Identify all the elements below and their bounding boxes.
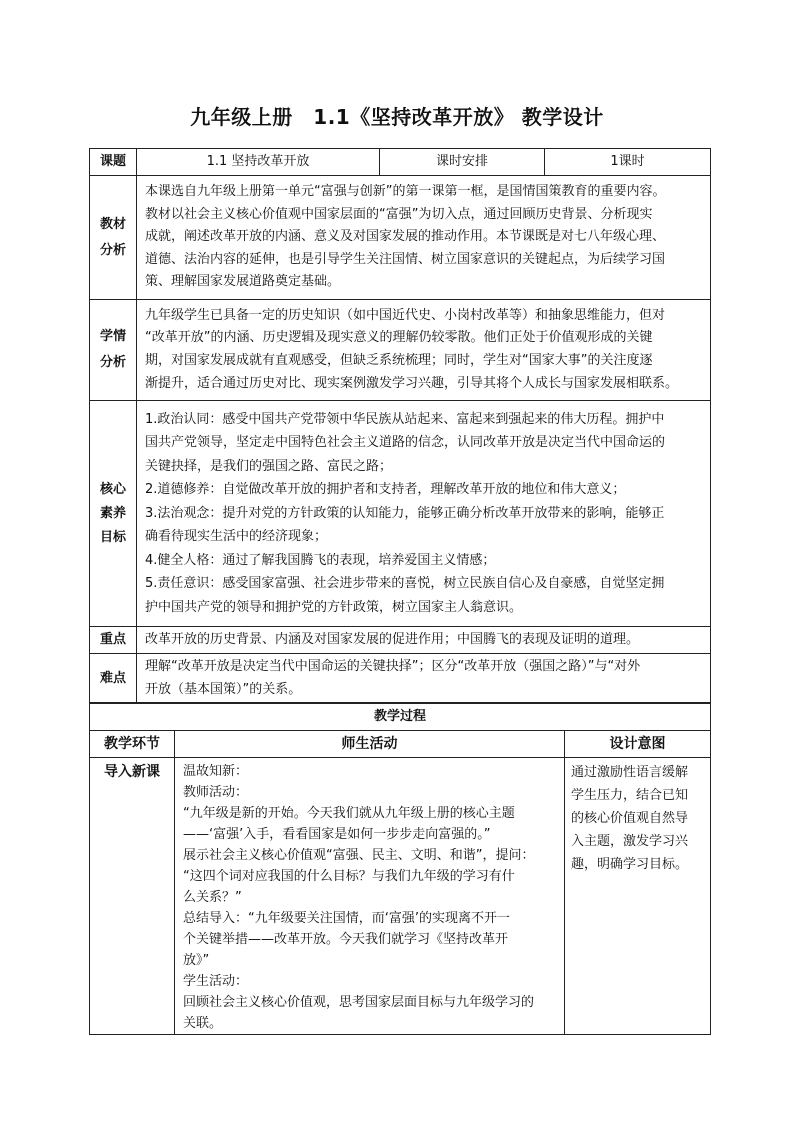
core-line: 5.责任意识：感受国家富强、社会进步带来的喜悦，树立民族自信心及自豪感，自觉坚定拥: [145, 576, 665, 592]
activity-line: 个关键举措——改革开放。今天我们就学习《坚持改革开: [183, 932, 509, 947]
difficulty-row: [90, 654, 711, 704]
schedule-value: 1课时: [545, 149, 711, 176]
difficulty-line: 开放（基本国策）”的关系。: [145, 681, 302, 697]
process-row: [90, 758, 711, 1035]
activity-line: “九年级是新的开始。今天我们就从九年级上册的核心主题: [183, 806, 515, 821]
material-line: 教材以社会主义核心价值观中国家层面的“富强”为切入点，通过回顾历史背景、分析现实: [145, 206, 653, 222]
core-row: [90, 401, 711, 627]
core-label-line: 核心: [99, 481, 126, 497]
key-point-row: [90, 627, 711, 654]
core-line: 护中国共产党的领导和拥护党的方针政策，树立国家主人翁意识。: [145, 599, 523, 615]
core-line: 确看待现实生活中的经济现象；: [145, 529, 328, 545]
activity-line: 学生活动：: [183, 974, 249, 989]
lesson-name: 1.1 坚持改革开放: [137, 149, 380, 176]
material-text: [137, 176, 711, 300]
students-label: [90, 300, 137, 401]
core-line: 3.法治观念：提升对党的方针政策的认知能力，能够正确分析改革开放带来的影响，能够正: [145, 505, 665, 521]
material-row: [90, 176, 711, 300]
students-label-line: 分析: [99, 355, 126, 370]
intent-column-header: 设计意图: [565, 731, 711, 758]
students-label-line: 学情: [99, 329, 126, 344]
material-label-line: 分析: [99, 242, 126, 258]
students-row: [90, 300, 711, 401]
difficulty-label: 难点: [90, 654, 137, 704]
core-text: [137, 401, 711, 627]
core-label-line: 目标: [99, 529, 126, 545]
material-line: 策、理解国家发展道路奠定基础。: [145, 274, 341, 290]
stage-column-header: 教学环节: [90, 731, 175, 758]
key-point-label: 重点: [90, 627, 137, 654]
intent-line: 入主题，激发学习兴: [571, 834, 689, 849]
activity-line: 放》”: [183, 953, 210, 968]
material-line: 本课选自九年级上册第一单元“富强与创新”的第一课第一框，是国情国策教育的重要内容。: [145, 184, 666, 200]
activity-column-header: 师生活动: [175, 731, 565, 758]
core-label-line: 素养: [99, 505, 126, 521]
activity-line: 展示社会主义核心价值观“富强、民主、文明、和谐”，提问：: [183, 848, 535, 863]
material-label-line: 教材: [99, 216, 126, 232]
intent-text: [565, 758, 711, 1035]
activity-line: 教师活动：: [183, 785, 249, 800]
key-point-text: 改革开放的历史背景、内涵及对国家发展的促进作用；中国腾飞的表现及证明的道理。: [137, 627, 711, 654]
core-label: [90, 401, 137, 627]
students-line: 渐提升，适合通过历史对比、现实案例激发学习兴趣，引导其将个人成长与国家发展相联系。: [145, 375, 679, 391]
intent-line: 趣，明确学习目标。: [571, 857, 689, 872]
process-header-row: [90, 731, 711, 758]
process-heading-row: [90, 703, 711, 731]
teaching-process-table: [89, 702, 711, 1035]
topic-row: [90, 149, 711, 176]
activity-line: ——‘富强’入手，看看国家是如何一步步走向富强的。”: [183, 827, 491, 842]
difficulty-text: [137, 654, 711, 704]
material-line: 成就，阐述改革开放的内涵、意义及对国家发展的推动作用。本节课既是对七八年级心理、: [145, 229, 666, 245]
core-line: 国共产党领导，坚定走中国特色社会主义道路的信念，认同改革开放是决定当代中国命运的: [145, 435, 666, 451]
students-line: 九年级学生已具备一定的历史知识（如中国近代史、小岗村改革等）和抽象思维能力，但对: [145, 307, 666, 323]
core-line: 4.健全人格：通过了解我国腾飞的表现，培养爱国主义情感；: [145, 552, 496, 568]
intent-line: 通过激励性语言缓解: [571, 765, 689, 780]
activity-line: 关联。: [183, 1016, 223, 1031]
core-line: 2.道德修养：自觉做改革开放的拥护者和支持者，理解改革开放的地位和伟大意义；: [145, 482, 626, 498]
students-text: [137, 300, 711, 401]
material-line: 道德、法治内容的延伸，也是引导学生关注国情、树立国家意识的关键起点，为后续学习国: [145, 251, 666, 267]
document-title: 九年级上册 1.1《坚持改革开放》 教学设计: [190, 105, 604, 129]
stage-name: 导入新课: [90, 758, 175, 1035]
activity-line: 总结导入：“九年级要关注国情，而‘富强’的实现离不开一: [183, 911, 510, 926]
activity-text: [175, 758, 565, 1035]
schedule-label: 课时安排: [380, 149, 545, 176]
core-line: 1.政治认同：感受中国共产党带领中华民族从站起来、富起来到强起来的伟大历程。拥护中: [145, 411, 665, 427]
topic-label: 课题: [90, 149, 137, 176]
material-label: [90, 176, 137, 300]
intent-line: 学生压力，结合已知: [571, 788, 689, 803]
students-line: “改革开放”的内涵、历史逻辑及现实意义的理解仍较零散。他们正处于价值观形成的关键: [145, 330, 653, 346]
activity-line: 么关系？”: [183, 890, 242, 905]
intent-line: 的核心价值观自然导: [571, 811, 689, 826]
difficulty-line: 理解“改革开放是决定当代中国命运的关键抉择”；区分“改革开放（强国之路）”与“对外: [145, 659, 641, 674]
activity-line: 回顾社会主义核心价值观，思考国家层面目标与九年级学习的: [183, 995, 535, 1010]
process-heading: 教学过程: [90, 703, 711, 731]
activity-line: “这四个词对应我国的什么目标？与我们九年级的学习有什: [183, 869, 515, 884]
core-line: 关键抉择，是我们的强国之路、富民之路；: [145, 458, 393, 474]
activity-line: 温故知新：: [183, 764, 249, 779]
students-line: 期，对国家发展成就有直观感受，但缺乏系统梳理；同时，学生对“国家大事”的关注度逐: [145, 353, 653, 368]
lesson-info-table: [89, 148, 711, 704]
